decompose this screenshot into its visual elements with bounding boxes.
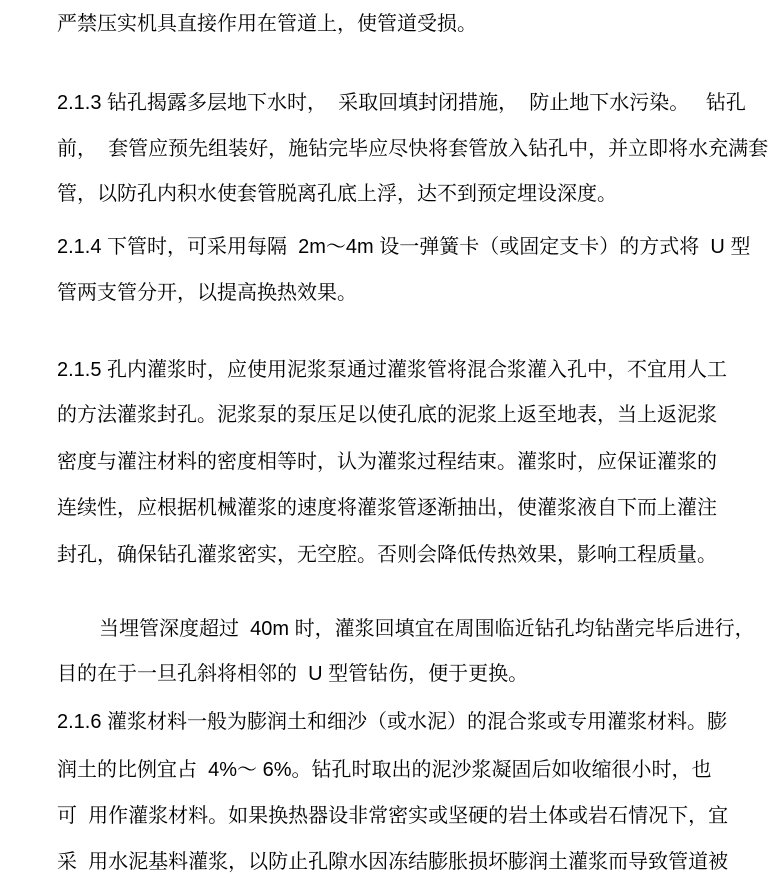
text-line: 目的在于一旦孔斜将相邻的 U 型管钻伤，便于更换。: [57, 663, 529, 685]
text-line: 2.1.3 钻孔揭露多层地下水时， 采取回填封闭措施， 防止地下水污染。 钻孔: [57, 92, 746, 114]
text-line: 2.1.5 孔内灌浆时，应使用泥浆泵通过灌浆管将混合浆灌入孔中，不宜用人工: [57, 359, 728, 381]
text-line: 管两支管分开，以提高换热效果。: [57, 282, 357, 304]
text-line: 连续性，应根据机械灌浆的速度将灌浆管逐渐抽出，使灌浆液自下而上灌注: [57, 497, 717, 519]
text-line: 严禁压实机具直接作用在管道上，使管道受损。: [57, 13, 477, 35]
text-line: 管，以防孔内积水使套管脱离孔底上浮，达不到预定埋设深度。: [57, 183, 617, 205]
text-line: 可 用作灌浆材料。如果换热器设非常密实或坚硬的岩土体或岩石情况下，宜: [57, 805, 729, 827]
text-line: 2.1.4 下管时，可采用每隔 2m～4m 设一弹簧卡（或固定支卡）的方式将 U 型: [57, 236, 751, 258]
text-line: 封孔，确保钻孔灌浆密实，无空腔。否则会降低传热效果，影响工程质量。: [57, 544, 717, 566]
text-line: 润土的比例宜占 4%～ 6%。钻孔时取出的泥沙浆凝固后如收缩很小时，也: [57, 759, 712, 781]
text-line: 密度与灌注材料的密度相等时，认为灌浆过程结束。灌浆时，应保证灌浆的: [57, 451, 717, 473]
text-line: 采 用水泥基料灌浆，以防止孔隙水因冻结膨胀损坏膨润土灌浆而导致管道被: [57, 851, 729, 873]
text-line: 前， 套管应预先组装好，施钻完毕应尽快将套管放入钻孔中，并立即将水充满套: [57, 138, 769, 160]
text-line: 当埋管深度超过 40m 时，灌浆回填宜在周围临近钻孔均钻凿完毕后进行，: [99, 618, 755, 640]
text-line: 2.1.6 灌浆材料一般为膨润土和细沙（或水泥）的混合浆或专用灌浆材料。膨: [57, 711, 728, 733]
text-line: 的方法灌浆封孔。泥浆泵的泵压足以使孔底的泥浆上返至地表，当上返泥浆: [57, 404, 717, 426]
